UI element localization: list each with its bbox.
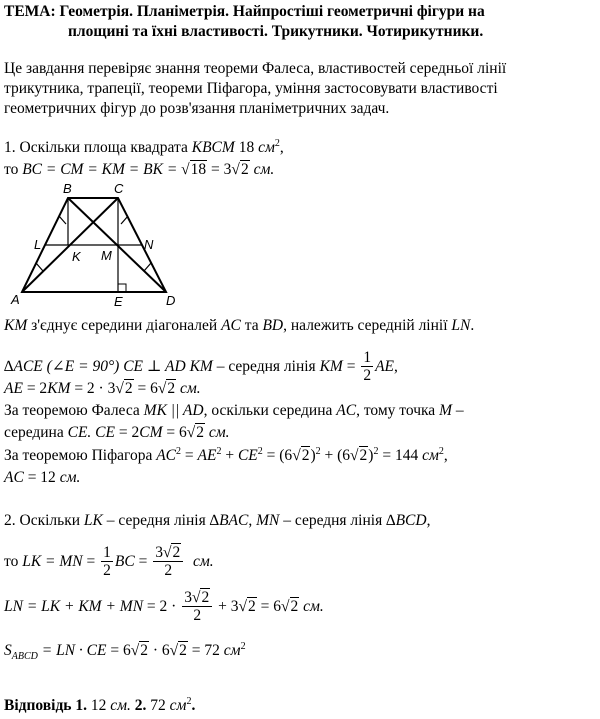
label-C: C [114, 181, 124, 196]
tick-al [36, 263, 43, 271]
tick-cd [121, 216, 128, 224]
intro-line-2: трикутника, трапеції, теореми Піфагора, уміння застосовувати властивості [4, 80, 498, 97]
fraction-3sqrt2-over-2-b: $\frac{3√2}{2}$ [182, 590, 212, 624]
s1c-line-4: середина CE. CE = 2CM = 6√2 см. [4, 424, 230, 441]
s1c-line-2: AE = 2KM = 2 · 3√2 = 6√2 см. [4, 380, 201, 397]
trapezoid-figure [0, 178, 200, 312]
label-A: A [11, 292, 20, 307]
label-B: B [63, 181, 72, 196]
title-line-1: ТЕМА: Геометрія. Планіметрія. Найпростіші геометричні фігури на [4, 3, 485, 20]
title-line-2: площині та їхні властивості. Трикутники. Чотирикутники. [68, 23, 484, 40]
label-E: E [114, 294, 123, 309]
s2-line-2: то LK = MN = $\frac{1}{2}$ BC = $\frac{3√2}{2}$ см. [4, 544, 214, 580]
s1c-line-3: За теоремою Фалеса MK || AD, оскільки середина AC, тому точка M – [4, 402, 464, 419]
s1-line-1: 1. Оскільки площа квадрата KBCM 18 $см^2$, [4, 137, 284, 156]
right-angle-mark [118, 284, 126, 292]
label-M: M [101, 248, 112, 263]
intro-line-1: Це завдання перевіряє знання теореми Фалеса, властивостей середньої лінії [4, 60, 507, 77]
s2-line-1: 2. Оскільки LK – середня лінія ∆BAC, MN – середня лінія ∆BCD, [4, 512, 431, 529]
label-K: K [72, 249, 81, 264]
s1c-line-5: За теоремою Піфагора $AC^2 = AE^2 + CE^2 = (6√2)^2 + (6√2)^2 = 144$ $см^2$, [4, 445, 448, 464]
fraction-one-half-2: $\frac{1}{2}$ [103, 544, 111, 580]
fraction-3sqrt2-over-2: $\frac{3√2}{2}$ [153, 545, 183, 579]
s1-line-2: то BC = CM = KM = BK = √18 = 3√2 см. [4, 161, 275, 178]
answer-line: Відповідь 1. 12 см. 2. 72 $см^2$. [4, 695, 196, 714]
tick-nd [144, 263, 151, 271]
tick-ab [59, 216, 66, 224]
intro-line-3: геометричних фігур до розв'язання планіметричних задач. [4, 100, 390, 117]
label-L: L [34, 237, 42, 252]
sqrt-18: √18 [181, 161, 207, 178]
label-N: N [144, 237, 154, 252]
s2-line-4: $S_{ABCD}$ = LN · CE = 6√2 · 6√2 = 72 $см^2$ [4, 640, 246, 663]
s1-km-line: KM з'єднує середини діагоналей AC та BD, належить середній лінії LN. [4, 317, 475, 334]
fraction-one-half: $\frac{1}{2}$ [363, 349, 372, 385]
s1c-line-6: AC = 12 см. [4, 469, 81, 486]
s2-line-3: LN = LK + KM + MN = 2 · $\frac{3√2}{2}$ + 3√2 = 6√2 см. [4, 589, 324, 625]
label-D: D [166, 293, 176, 308]
s1c-line-1: ∆ACE (∠E = 90°) CE ⊥ AD KM – середня лінія KM = $\frac{1}{2}$ AE, [4, 349, 398, 385]
